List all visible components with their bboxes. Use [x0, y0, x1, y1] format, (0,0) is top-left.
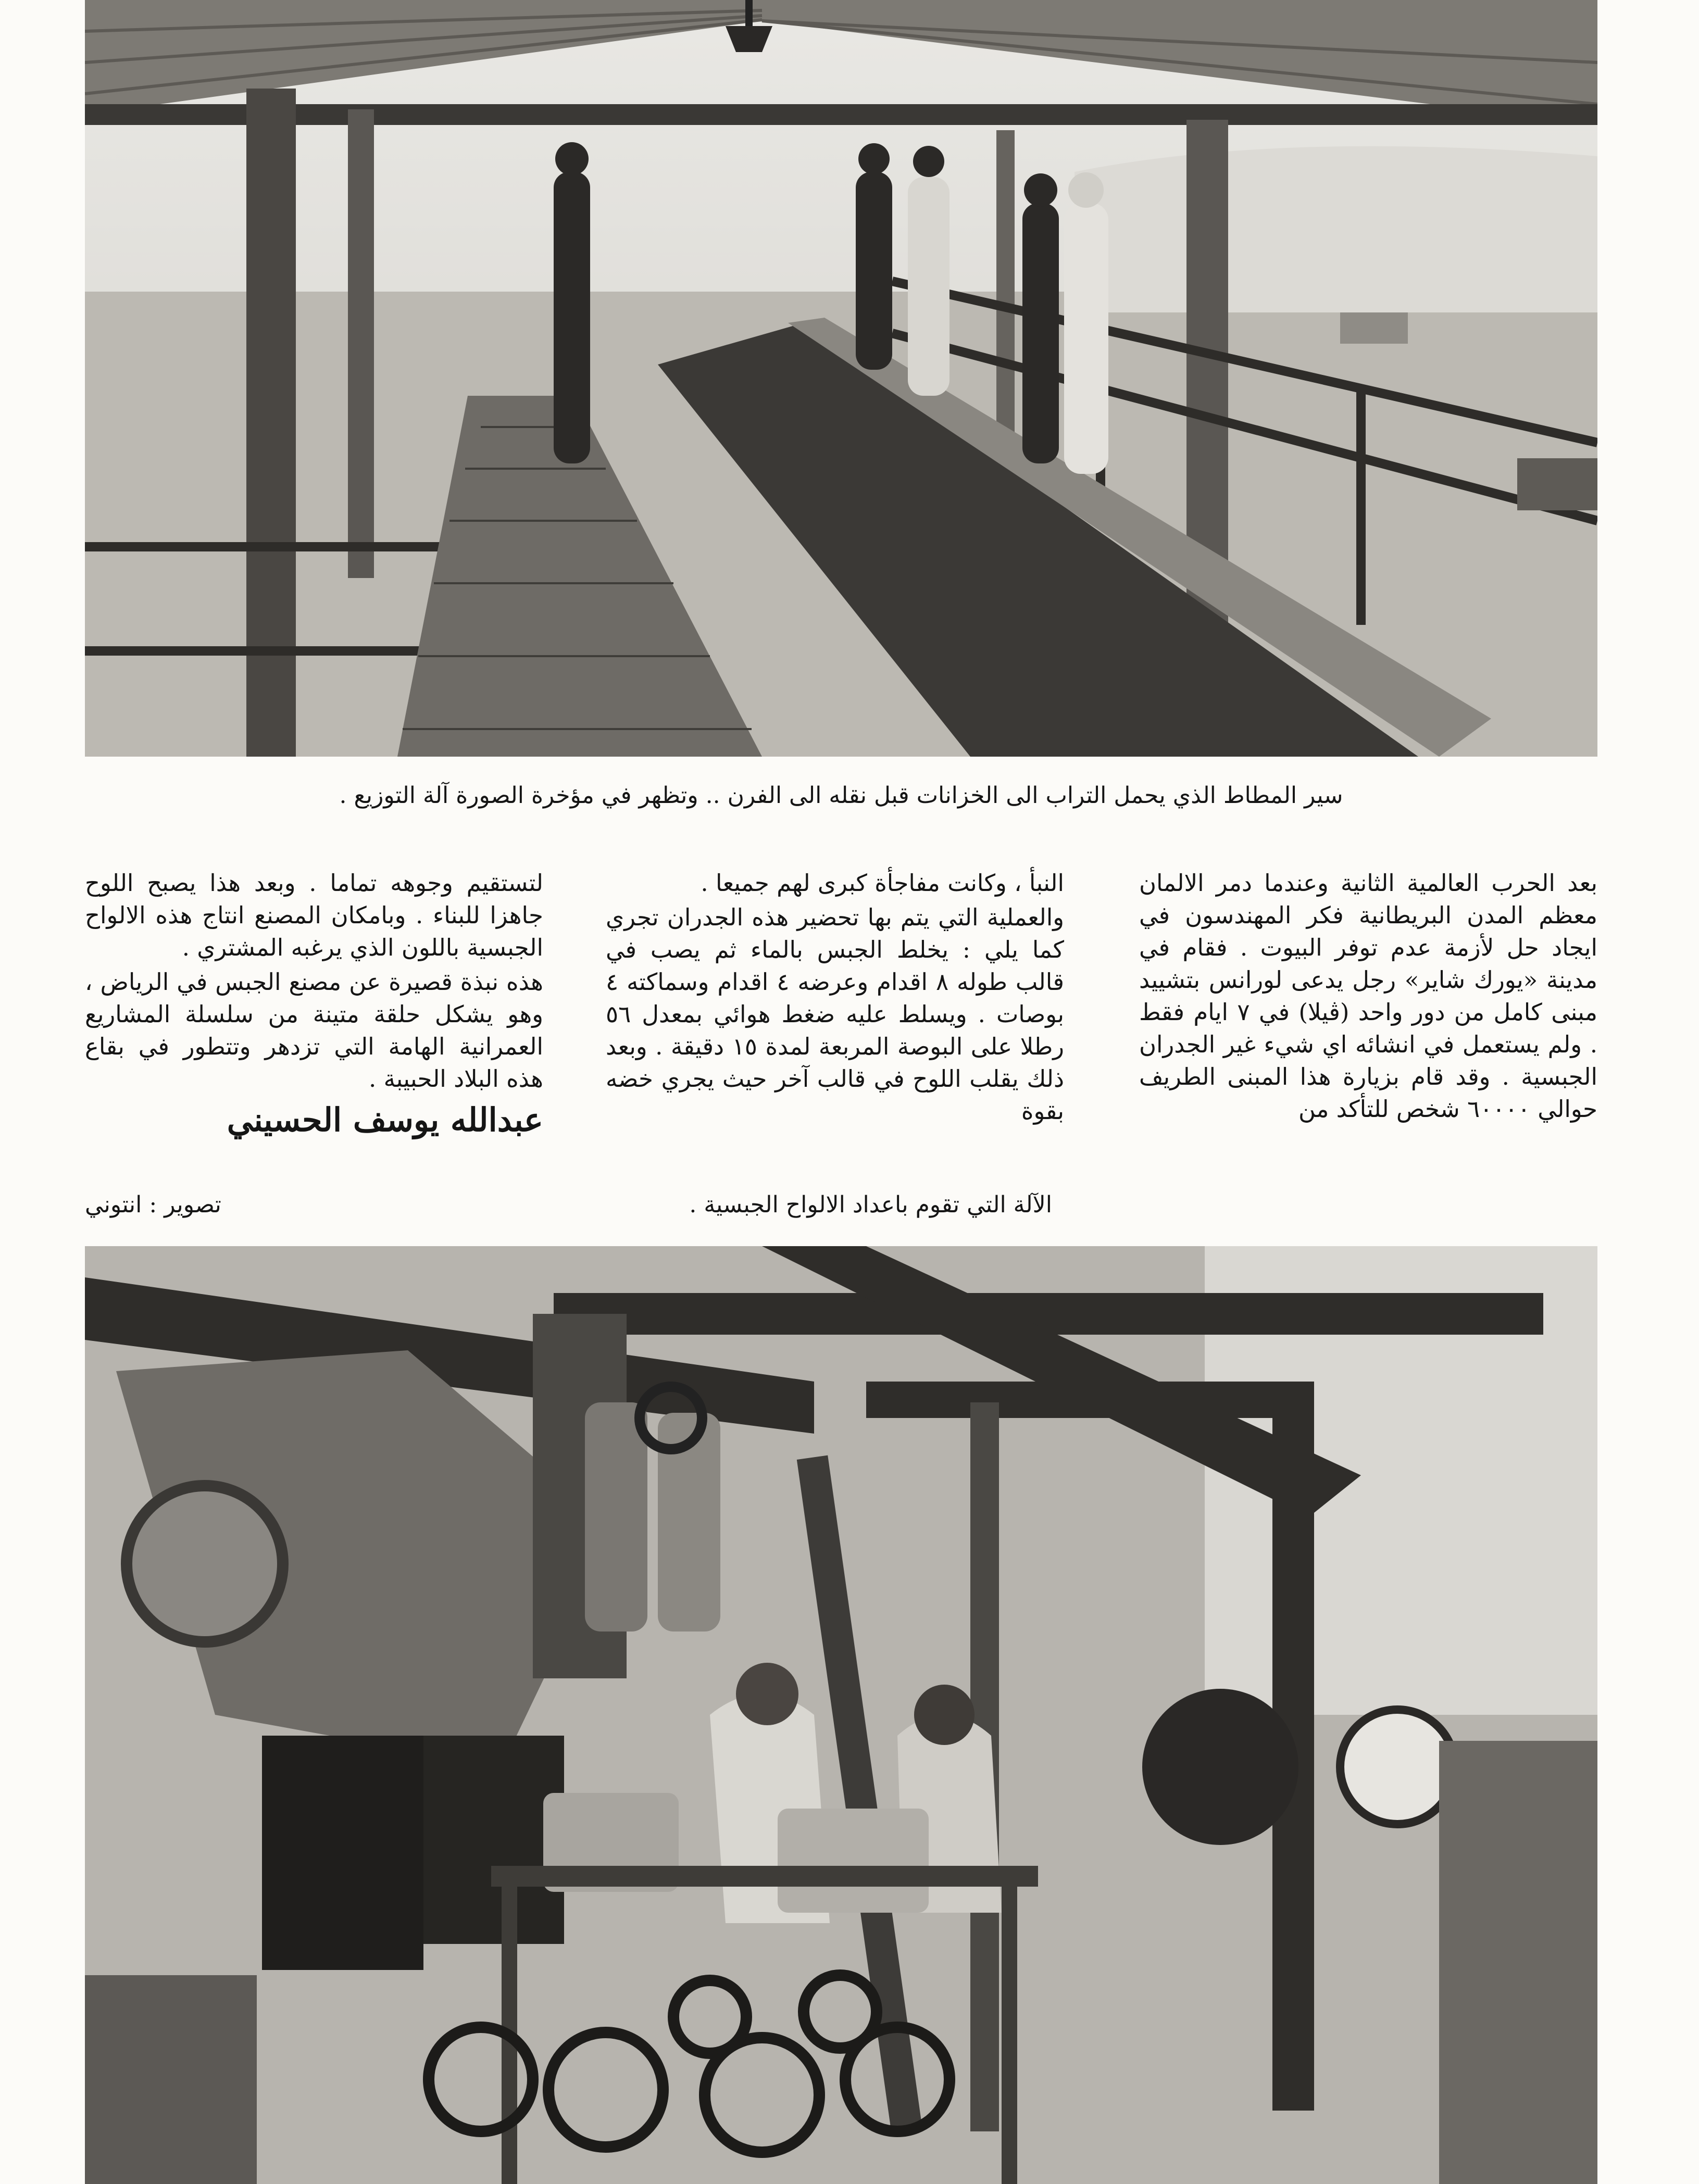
article-paragraph: هذه نبذة قصيرة عن مصنع الجبس في الرياض ، وهو يشكل حلقة متينة من سلسلة المشاريع العمرانية الهامة التي تزدهر وتتطور في بقاع هذه البلاد الحبيبة .: [85, 968, 543, 1093]
article-paragraph: لتستقيم وجوهه تماما . وبعد هذا يصبح اللوح جاهزا للبناء . وبامكان المصنع انتاج هذه الالواح الجبسية باللون الذي يرغبه المشتري .: [85, 869, 543, 961]
article-paragraph: والعملية التي يتم بها تحضير هذه الجدران تجري كما يلي : يخلط الجبس بالماء ثم يصب في قالب طوله ٨ اقدام وعرضه ٤ اقدام وسماكته ٤ بوصات . ويسلط عليه ضغط هوائي بمعدل ٥٦ رطلا على البوصة المربعة لمدة ١٥ دقيقة . وبعد ذلك يقلب اللوح في قالب آخر حيث يجري خضه بقوة: [606, 903, 1065, 1125]
article-paragraph: بعد الحرب العالمية الثانية وعندما دمر الالمان معظم المدن البريطانية فكر المهندسون في ايجاد حل لأزمة عدم توفر البيوت . فقام في مدينة «يورك شاير» رجل يدعى لورانس بتشييد مبنى كامل من دور واحد (ڤيلا) في ٧ ايام فقط . ولم يستعمل في انشائه اي شيء غير الجدران الجبسية . وقد قام بزيارة هذا المبنى الطريف حوالي ٦٠٠٠٠ شخص للتأكد من: [1139, 869, 1597, 1123]
author-signature: عبدالله يوسف الحسيني: [227, 1101, 543, 1139]
article-column-1: [1139, 867, 1597, 1127]
article-column-3: [85, 867, 543, 1141]
top-photo-caption: سير المطاط الذي يحمل التراب الى الخزانات قبل نقله الى الفرن .. وتظهر في مؤخرة الصورة آلة التوزيع .: [339, 782, 1343, 809]
gypsum-machine-photo: [85, 1246, 1597, 2184]
conveyor-belt-photo: [85, 0, 1597, 757]
photo-credit: تصوير : انتوني: [85, 1191, 221, 1218]
article-paragraph: النبأ ، وكانت مفاجأة كبرى لهم جميعا .: [701, 869, 1064, 897]
article-column-2: [606, 867, 1064, 1129]
bottom-photo-caption: الآلة التي تقوم باعداد الالواح الجبسية .: [689, 1191, 1052, 1218]
